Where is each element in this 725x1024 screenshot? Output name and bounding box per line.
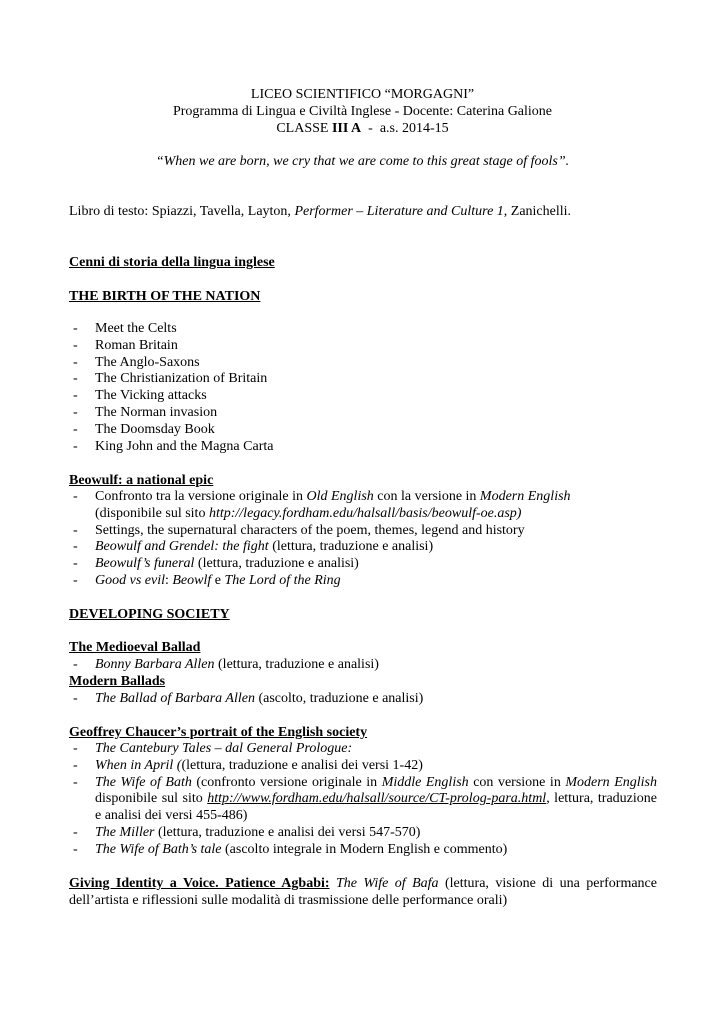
- list-item: - The Christianization of Britain: [73, 371, 268, 387]
- list-item: - Good vs evil: Beowlf e The Lord of the Ring: [73, 572, 341, 588]
- ballad-heading: The Medioeval Ballad: [69, 640, 201, 655]
- agbabi-work: The Wife of Bafa: [335, 876, 439, 891]
- list-item: - The Wife of Bath (confronto versione originale in Middle English con versione in Modern English disponibile sul sito http://www.fordham.edu/halsall/source/CT-prolog-para.html, lettura, traduzione e analisi dei versi 455-486): [73, 774, 658, 824]
- list-item: - Beowulf and Grendel: the fight (lettura, traduzione e analisi): [73, 539, 434, 555]
- school-year: - a.s. 2014-15: [361, 121, 449, 136]
- textbook-title: Performer – Literature and Culture 1: [294, 204, 504, 219]
- beowulf-list: [69, 489, 657, 590]
- textbook-prefix: Libro di testo: Spiazzi, Tavella, Layton,: [69, 204, 295, 219]
- program-title: Programma di Lingua e Civiltà Inglese - Docente: Caterina Galione: [172, 104, 553, 119]
- chaucer-list: [69, 741, 657, 859]
- class-prefix: CLASSE: [276, 121, 332, 136]
- list-item: - Bonny Barbara Allen (lettura, traduzione e analisi): [73, 657, 379, 672]
- list-item: - The Cantebury Tales – dal General Prologue:: [73, 741, 353, 756]
- closing-paragraph: [69, 876, 657, 910]
- list-item: - The Wife of Bath’s tale (ascolto integrale in Modern English e commento): [73, 841, 508, 857]
- modern-ballads-list: [69, 691, 657, 708]
- list-item: - The Anglo-Saxons: [73, 354, 200, 370]
- list-item: - Beowulf’s funeral (lettura, traduzione e analisi): [73, 556, 359, 572]
- list-item: - The Ballad of Barbara Allen (ascolto, traduzione e analisi): [73, 691, 424, 706]
- list-item: - Confronto tra la versione originale in Old English con la versione in Modern English (disponibile sul sito http://legacy.fordham.edu/halsall/basis/beowulf-oe.asp): [73, 489, 571, 521]
- list-item: - The Vicking attacks: [73, 388, 207, 404]
- history-heading: Cenni di storia della lingua inglese: [69, 255, 275, 270]
- agbabi-description: (lettura, visione di una performance dell’artista e riflessioni sulle modalità di trasmissione delle performance orali): [69, 876, 657, 908]
- epigraph-quote: “When we are born, we cry that we are come to this great stage of fools”.: [155, 154, 570, 169]
- list-item: - Roman Britain: [73, 337, 178, 353]
- chaucer-source-link[interactable]: http://www.fordham.edu/halsall/source/CT-prolog-para.html: [207, 791, 547, 807]
- class-name: III A: [331, 121, 362, 136]
- birth-list: [69, 321, 657, 455]
- list-item: - The Doomsday Book: [73, 421, 215, 437]
- document-header: [0, 86, 725, 137]
- school-name: LICEO SCIENTIFICO “MORGAGNI”: [250, 87, 475, 102]
- textbook-suffix: , Zanichelli.: [503, 204, 572, 219]
- list-item: - King John and the Magna Carta: [73, 438, 274, 454]
- textbook-line: [69, 204, 571, 221]
- ballad-list: [69, 657, 657, 674]
- developing-heading: DEVELOPING SOCIETY: [69, 607, 230, 622]
- chaucer-heading: Geoffrey Chaucer’s portrait of the English society: [69, 725, 368, 740]
- beowulf-heading: Beowulf: a national epic: [69, 473, 214, 488]
- list-item: - The Miller (lettura, traduzione e analisi dei versi 547-570): [73, 824, 421, 840]
- list-item: - Meet the Celts: [73, 321, 177, 336]
- list-item: - When in April ((lettura, traduzione e analisi dei versi 1-42): [73, 757, 423, 773]
- birth-heading: THE BIRTH OF THE NATION: [69, 289, 261, 304]
- class-line: [0, 120, 725, 137]
- agbabi-heading: Giving Identity a Voice. Patience Agbabi:: [69, 876, 330, 891]
- modern-ballads-heading: Modern Ballads: [69, 674, 166, 689]
- list-item: - Settings, the supernatural characters of the poem, themes, legend and history: [73, 522, 525, 538]
- list-item: - The Norman invasion: [73, 404, 218, 420]
